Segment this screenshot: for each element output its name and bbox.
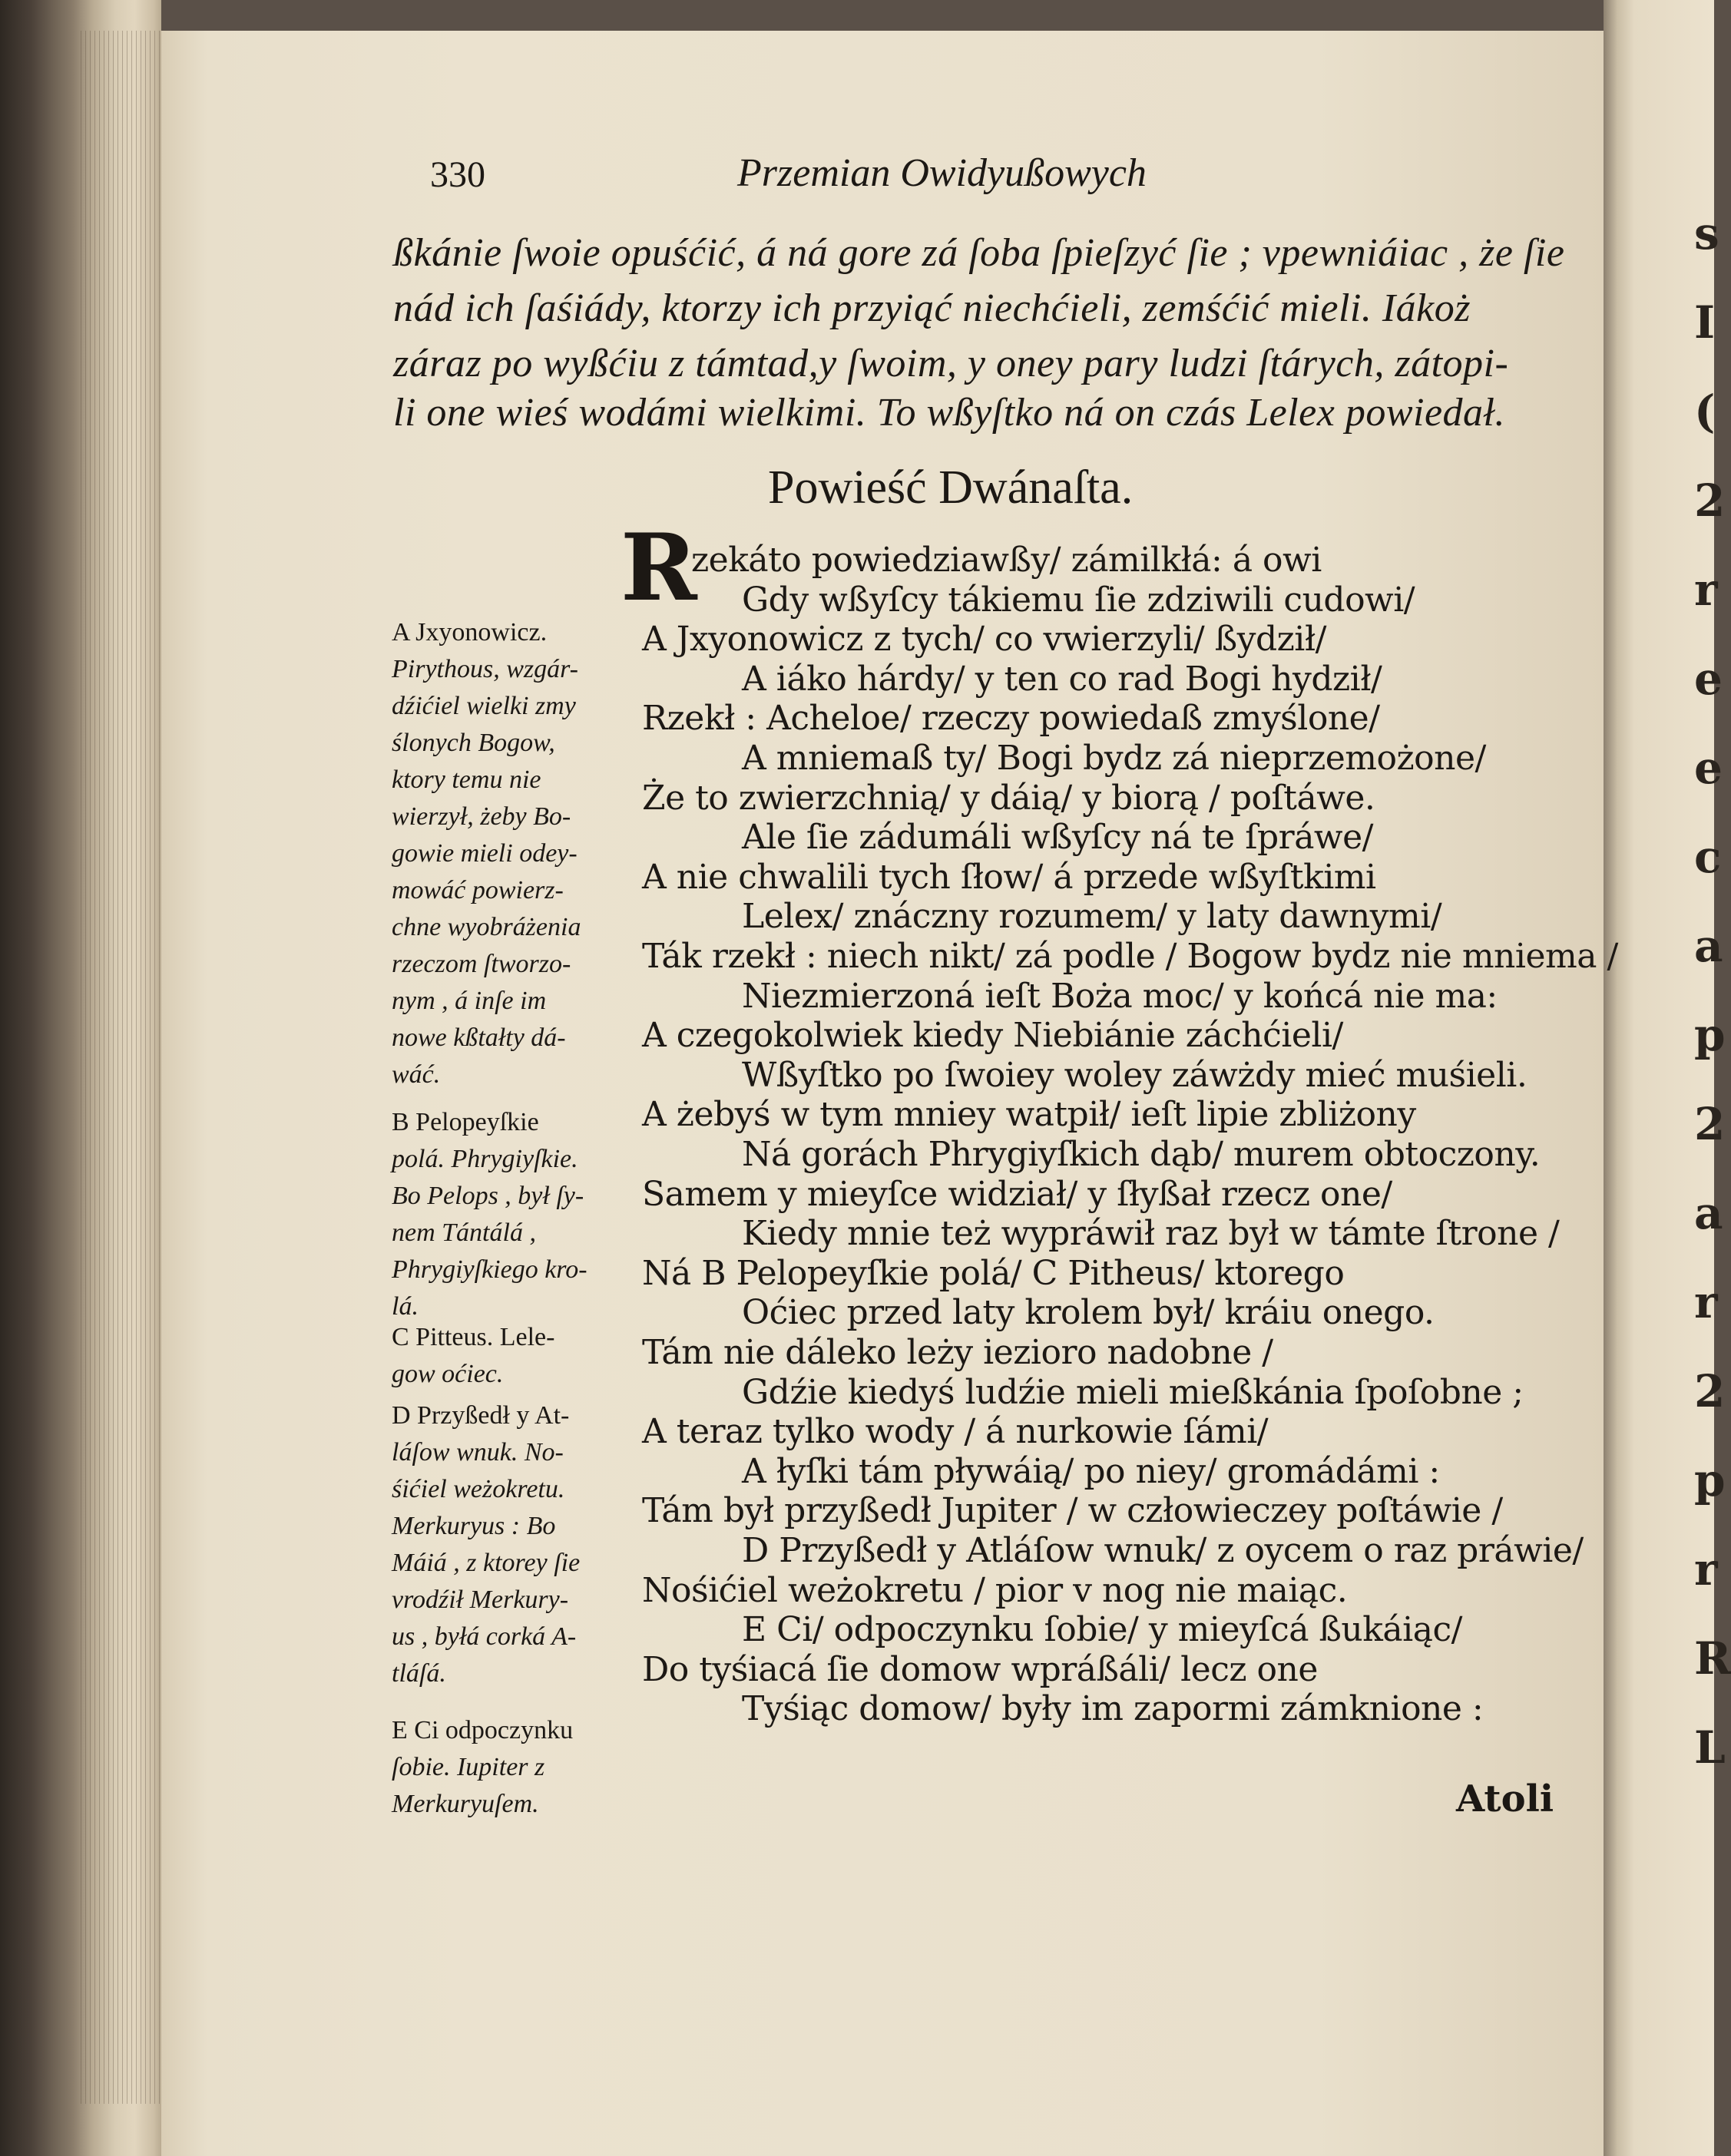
verse-line: Że to zwierzchnią/ y dáią/ y biorą / poſtáwe.: [642, 778, 1375, 818]
right-page-fragment: 2: [1694, 475, 1726, 527]
marginal-note-line: nem Tántálá ,: [392, 1219, 536, 1247]
marginal-note-line: gowie mieli odey-: [392, 839, 578, 868]
drop-cap: R: [621, 514, 697, 622]
marginal-note-line: polá. Phrygiyſkie.: [392, 1145, 578, 1173]
marginal-note-line: A Jxyonowicz.: [392, 618, 548, 646]
right-page-fragment: I: [1694, 296, 1716, 349]
marginal-note-line: nowe kßtałty dá-: [392, 1023, 566, 1052]
verse-line: Tyśiąc domow/ były im zapormi zámknione :: [742, 1689, 1484, 1729]
marginal-note-d: [392, 1397, 622, 1692]
verse-line: Gdźie kiedyś ludźie mieli mießkánia ſpoſobne ;: [742, 1372, 1524, 1412]
marginal-note-line: mowáć powierz-: [392, 876, 564, 904]
verse-line: zekáto powiedziawßy/ zámilkłá: á owi: [691, 541, 1322, 580]
marginal-note-line: ślonych Bogow,: [392, 729, 555, 757]
marginal-note-line: rzeczom ſtworzo-: [392, 950, 571, 978]
verse-line: Lelex/ znáczny rozumem/ y laty dawnymi/: [742, 897, 1442, 937]
verse-line: Oćiec przed laty krolem był/ kráiu onego.: [742, 1293, 1435, 1333]
marginal-note-line: Pirythous, wzgár-: [392, 655, 578, 683]
verse-line: Rzekł : Acheloe/ rzeczy powiedaß zmyślone/: [642, 699, 1380, 739]
right-page-fragment: e: [1694, 742, 1723, 794]
verse-line: Ták rzekł : niech nikt/ zá podle / Bogow bydz nie mniema /: [642, 937, 1618, 976]
verse-line: Do tyśiacá ſie domow wpráßáli/ lecz one: [642, 1649, 1318, 1689]
verse-line: Samem y mieyſce widział/ y ſłyßał rzecz one/: [642, 1174, 1392, 1214]
verse-line: A mniemaß ty/ Bogi bydz zá nieprzemożone/: [742, 739, 1486, 778]
verse-line: A iáko hárdy/ y ten co rad Bogi hydził/: [742, 659, 1382, 699]
intro-line: li one wieś wodámi wielkimi. To wßyſtko ná on czás Lelex powiedał.: [393, 391, 1505, 435]
verse-line: Ná gorách Phrygiyſkich dąb/ murem obtoczony.: [742, 1135, 1541, 1174]
right-page-fragment: L: [1694, 1721, 1726, 1774]
right-page-fragment: a: [1694, 1187, 1723, 1239]
marginal-note-line: Phrygiyſkiego kro-: [392, 1255, 587, 1284]
running-title: Przemian Owidyußowych: [737, 151, 1147, 195]
marginal-note-line: nym , á inſe im: [392, 987, 547, 1015]
intro-line: ßkánie ſwoie opuśćić, á ná gore zá ſoba ſpieſzyć ſie ; vpewniáiac , że ſie: [393, 231, 1565, 275]
verse-line: Kiedy mnie też wypráwił raz był w támte ſtrone /: [742, 1214, 1560, 1254]
marginal-note-line: Merkuryuſem.: [392, 1790, 539, 1818]
verse-line: Gdy wßyſcy tákiemu ſie zdziwili cudowi/: [742, 580, 1415, 620]
verse-line: Tám nie dáleko leży ieziorо nadobne /: [642, 1333, 1273, 1372]
right-page-fragment: 2: [1694, 1098, 1726, 1150]
verse-line: A czegokolwiek kiedy Niebiánie záchćieli/: [642, 1016, 1343, 1056]
right-page-fragment: 2: [1694, 1365, 1726, 1417]
marginal-note-line: C Pitteus. Lele-: [392, 1323, 555, 1351]
page-number: 330: [430, 154, 485, 195]
right-page-fragment: e: [1694, 653, 1723, 705]
right-page-fragment: r: [1694, 1543, 1718, 1596]
right-page-fragment: p: [1694, 1009, 1726, 1061]
verse-line: Niezmierzoná ieſt Boża moc/ y końcá nie ma:: [742, 976, 1498, 1016]
marginal-note-line: B Pelopeyſkie: [392, 1108, 539, 1136]
right-page-fragment: R: [1694, 1632, 1731, 1685]
right-page-fragment: r: [1694, 1276, 1718, 1328]
verse-line: A teraz tylko wody / á nurkowie ſámi/: [642, 1412, 1269, 1452]
marginal-note-line: wáć.: [392, 1060, 441, 1089]
verse-line: Ná B Pelopeyſkie polá/ C Pitheus/ ktorego: [642, 1253, 1345, 1293]
verse-line: A żebyś w tym mniey watpił/ ieſt lipie zbliżony: [642, 1095, 1416, 1135]
marginal-note-line: D Przyßedł y At-: [392, 1401, 570, 1430]
verse-line: A Jxyonowicz z tych/ co vwierzyli/ ßydził/: [642, 620, 1326, 660]
catchword: Atoli: [1456, 1777, 1554, 1820]
right-page-fragment: c: [1694, 831, 1722, 883]
intro-line: záraz po wyßćiu z támtad,y ſwoim, y oney pary ludzi ſtárych, zátopi-: [393, 342, 1509, 385]
marginal-note-line: Merkuryus : Bo: [392, 1512, 556, 1540]
marginal-note-line: Bo Pelops , był ſy-: [392, 1182, 584, 1210]
marginal-note-line: dźićiel wielki zmy: [392, 692, 576, 720]
right-page-fragment: (: [1694, 385, 1716, 438]
right-page-fragment: p: [1694, 1454, 1726, 1506]
marginal-note-line: ktory temu nie: [392, 766, 541, 794]
marginal-note-c: [392, 1319, 622, 1393]
marginal-note-line: vrodźił Merkury-: [392, 1586, 569, 1614]
marginal-note-b: [392, 1104, 622, 1325]
marginal-note-line: chne wyobráżenia: [392, 913, 581, 941]
verse-line: A nie chwalili tych ſłow/ á przede wßyſtkimi: [642, 857, 1376, 897]
marginal-note-e: [392, 1712, 622, 1823]
marginal-note-line: Máiá , z ktorey ſie: [392, 1549, 581, 1577]
verse-line: D Przyßedł y Atláſow wnuk/ z oycem o raz práwie/: [742, 1531, 1584, 1570]
marginal-note-line: tláſá.: [392, 1659, 446, 1688]
verse-line: Ale ſie zádumáli wßyſcy ná te ſpráwe/: [742, 818, 1373, 858]
marginal-note-line: us , byłá corká A-: [392, 1622, 577, 1651]
verse-line: A łyſki tám pływáią/ po niey/ gromádámi :: [742, 1451, 1440, 1491]
right-page-fragment: s: [1694, 207, 1719, 260]
marginal-note-a: [392, 614, 622, 1093]
intro-line: nád ich ſaśiády, ktorzy ich przyiąć niechćieli, zemśćić mieli. Iákoż: [393, 286, 1471, 330]
page-edges: [81, 31, 165, 2104]
marginal-note-line: gow oćiec.: [392, 1360, 504, 1388]
marginal-note-line: lá.: [392, 1292, 419, 1321]
marginal-note-line: śićiel weżokretu.: [392, 1475, 565, 1503]
section-title: Powieść Dwánaſta.: [768, 461, 1134, 514]
verse-line: Nośićiel weżokretu / pior v nog nie maiąc.: [642, 1570, 1348, 1610]
verse-line: Wßyſtko po ſwoiey woley záwżdy mieć muśieli.: [742, 1055, 1527, 1095]
verse-line: Tám był przyßedł Jupiter / w człowieczey poſtáwie /: [642, 1491, 1503, 1531]
marginal-note-line: ſobie. Iupiter z: [392, 1753, 545, 1781]
marginal-note-line: wierzył, żeby Bo-: [392, 802, 571, 831]
marginal-note-line: E Ci odpoczynku: [392, 1716, 574, 1744]
marginal-note-line: láſow wnuk. No-: [392, 1438, 564, 1467]
verse-line: E Ci/ odpoczynku ſobie/ y mieyſcá ßukáiąc/: [742, 1610, 1462, 1650]
right-page-fragment: r: [1694, 564, 1718, 616]
right-page-fragment: a: [1694, 920, 1723, 972]
